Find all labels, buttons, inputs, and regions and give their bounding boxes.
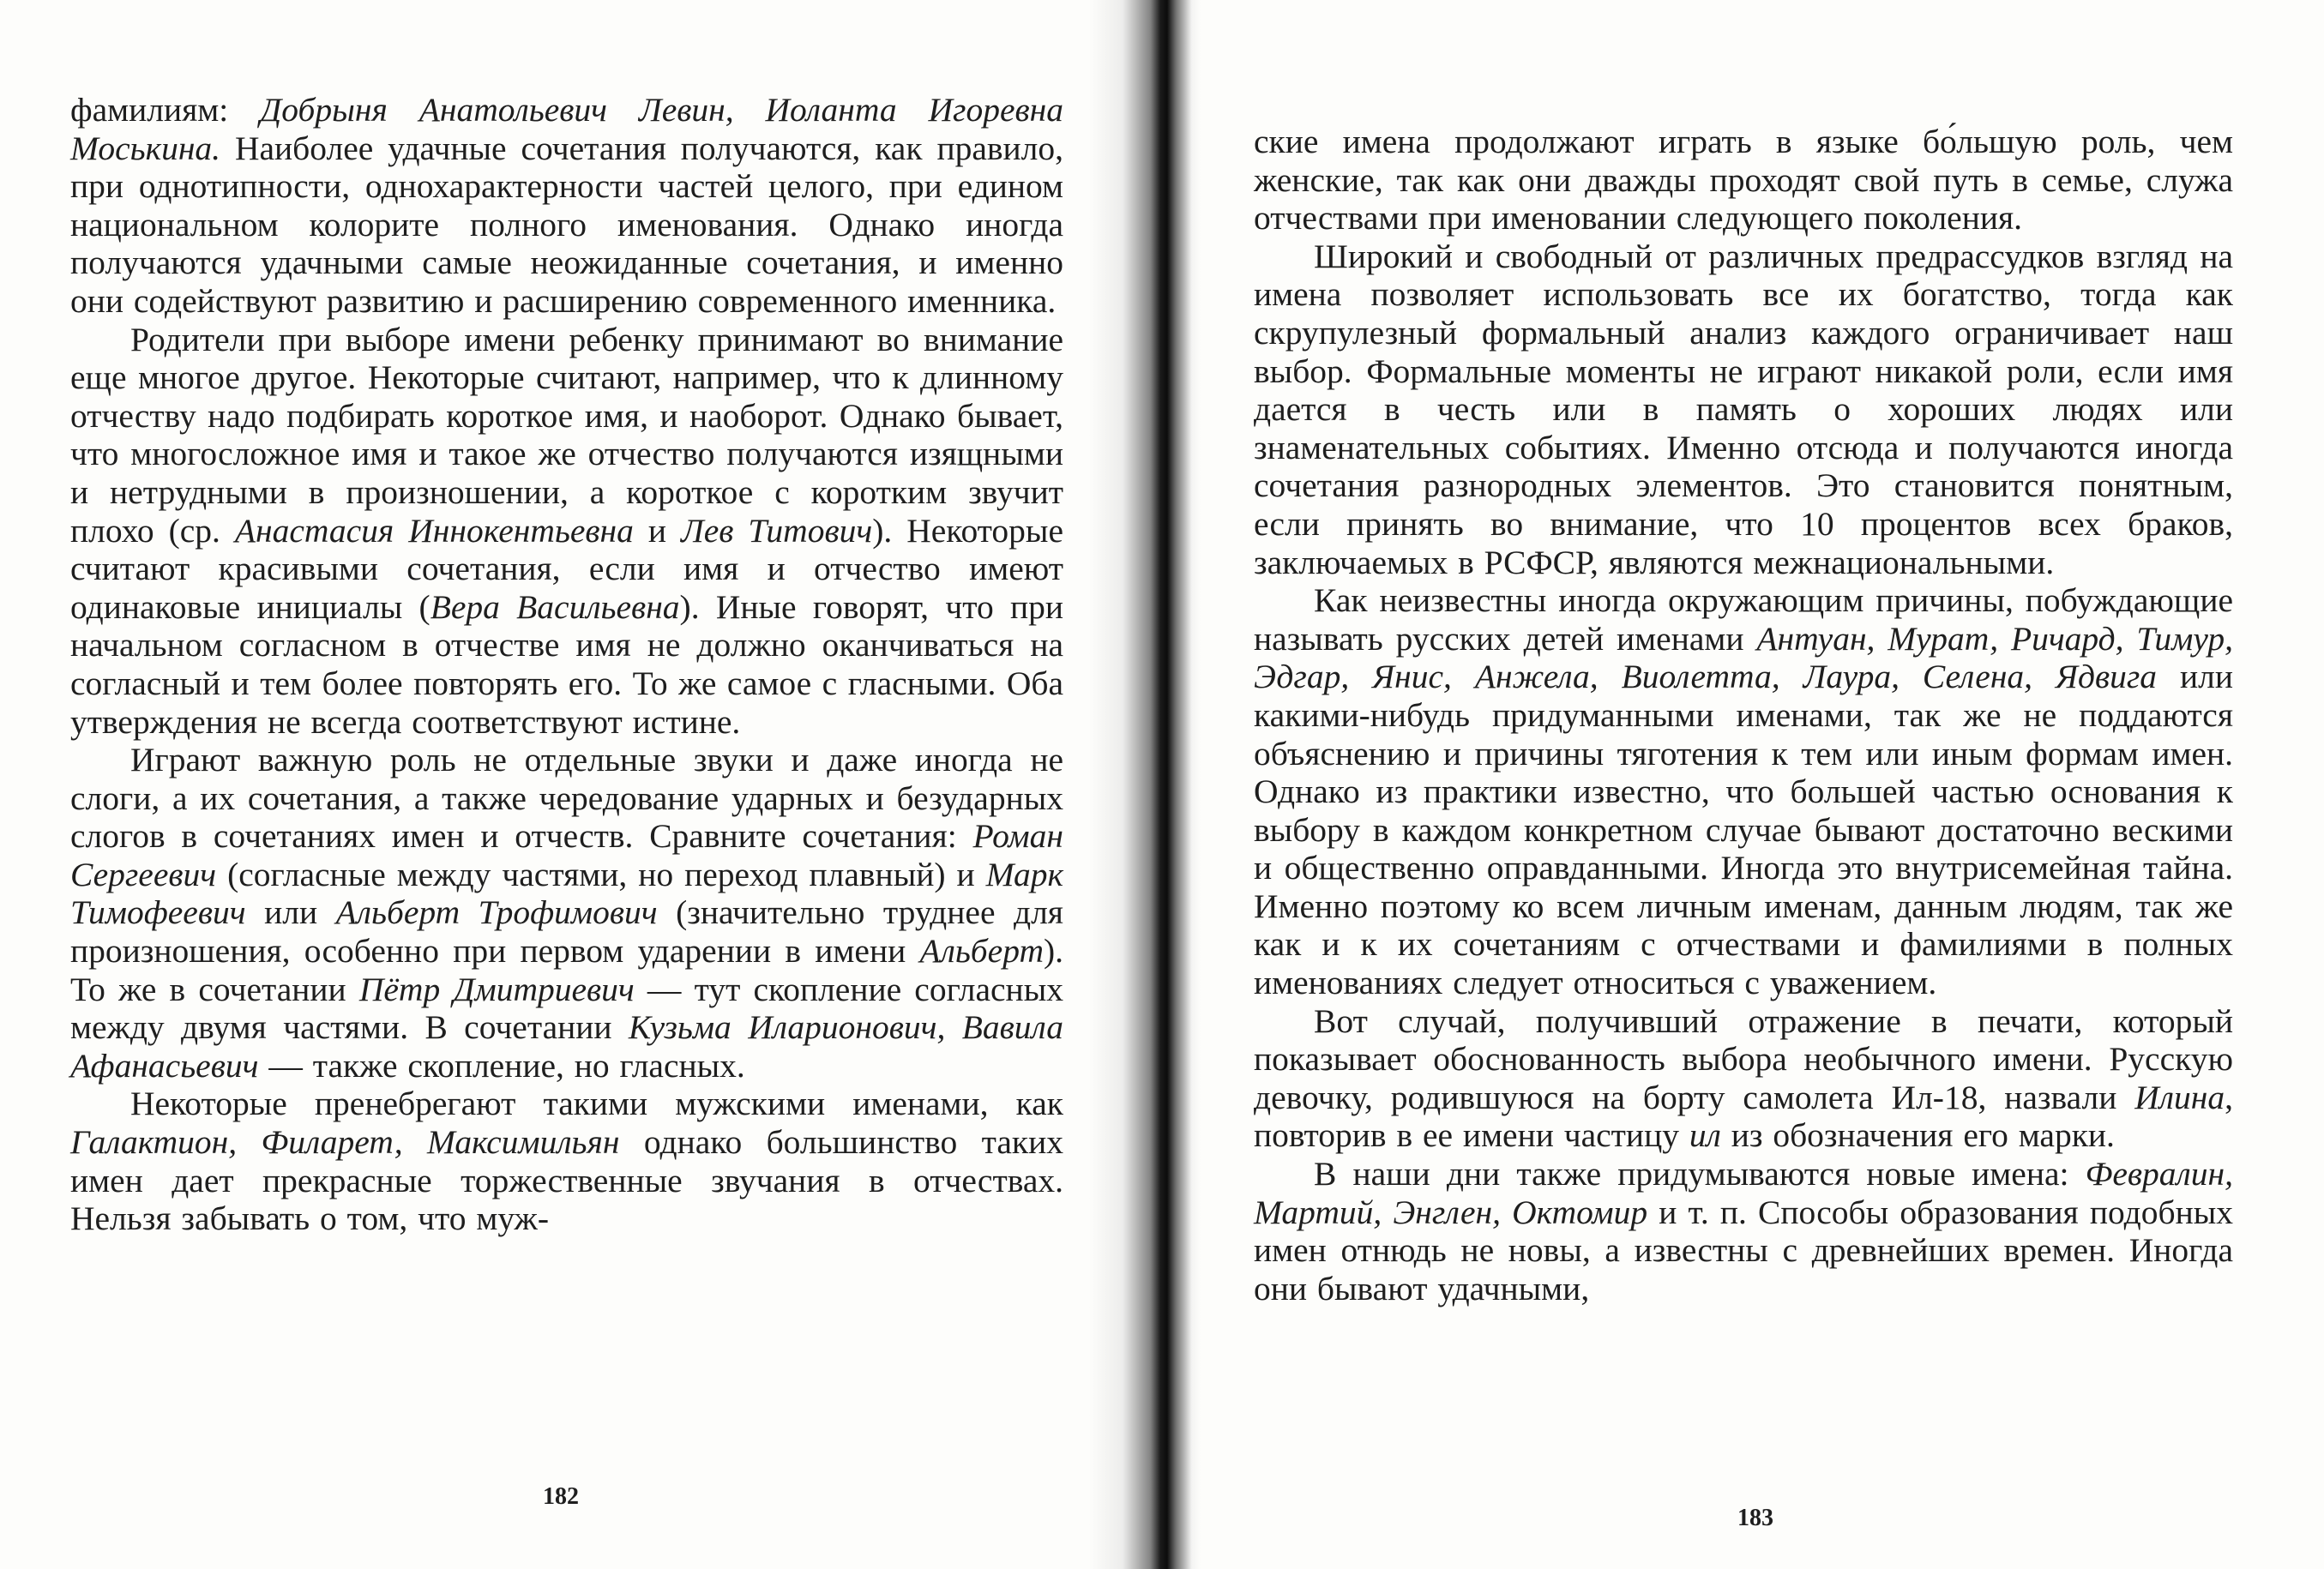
paragraph [70,741,1063,1085]
paragraph [1254,1155,2233,1308]
left-page-number: 182 [543,1483,579,1510]
text-run: или [245,893,336,932]
text-run: ские имена продолжают играть в языке бо́льшую роль, чем женские, так как они дважды проходят свой путь в семье, служа отчествами при именовании следующего поколения. [1254,123,2233,237]
text-run: Как неизвестны иногда окружающим причины, побуждающие называть русских детей именами [1254,581,2233,658]
text-run: и т. п. Способы образования подобных имен отнюдь не новы, а известны с древнейших времен. Иногда они бывают удачными, [1254,1193,2233,1308]
italic-name-run: Антуан, Мурат, Ричард, Тимур, Эдгар, Янис, Анжела, Виолетта, Лаура, Селена, Ядвига [1254,619,2234,696]
text-run: Вот случай, получивший отражение в печати, который показывает обоснованность выбора необычного имени. Русскую девочку, родившуюся на борту самолета Ил-18, назвали [1254,1001,2233,1116]
text-run: ). То же в сочетании [70,932,1063,1008]
text-run: из обозначения его марки. [1720,1116,2115,1155]
italic-name-run: Марк Тимофеевич [70,855,1063,932]
italic-name-run: Пётр Дмитриевич [358,970,635,1008]
italic-name-run: Альберт [919,932,1044,971]
italic-name-run: Февралин, Мартий, Энглен, Октомир [1254,1155,2233,1231]
text-run: (согласные между частями, но переход плавный) и [216,855,986,893]
paragraph [70,1085,1063,1237]
text-run: (значительно труднее для произношения, особенно при первом ударении в имени [70,893,1063,971]
italic-name-run: Галактион, Филарет, Максимильян [70,1123,620,1162]
right-page-text [1254,123,2233,1308]
left-page-text [70,91,1063,1238]
italic-name-run: Альберт Трофимович [335,893,658,932]
italic-name-run: Вера Васильевна [430,587,680,626]
paragraph [1254,123,2233,237]
text-run: Играют важную роль не отдельные звуки и даже иногда не слоги, а их сочетания, а также чередование ударных и безударных слогов в сочетаниях имен и отчеств. Сравните сочетания: [70,741,1063,856]
text-run: — тут скопление согласных между двумя частями. В сочетании [70,970,1063,1047]
right-page-number: 183 [1737,1505,1773,1531]
text-run: Широкий и свободный от различных предрассудков взгляд на имена позволяет использовать все их богатство, тогда как скрупулезный формальный анализ каждого ограничивает наш выбор. Формальные моменты не играют никакой роли, если имя дается в честь или в память о хороших людях или знаменательных событиях. Именно отсюда и получаются иногда сочетания разнородных элементов. Это становится понятным, если принять во внимание, что 10 процентов всех браков, заключаемых в РСФСР, являются межнациональными. [1254,237,2233,581]
italic-name-run: ил [1689,1116,1721,1155]
right-page [1175,0,2324,1569]
paragraph [1254,1002,2233,1155]
text-run: Родители при выборе имени ребенку принимают во внимание еще многое другое. Некоторые считают, например, что к длинному отчеству надо подбирать короткое имя, и наоборот. Однако бывает, что многосложное имя и такое же отчество получаются изящными и нетрудными в произношении, а короткое с коротким звучит плохо (ср. [70,320,1063,550]
text-run: Наиболее удачные сочетания получаются, как правило, при однотипности, однохарактерности частей целого, при едином национальном колорите полного именования. Однако иногда получаются удачными самые неожиданные сочетания, и именно они содействуют развитию и расширению современного именника. [70,129,1063,320]
left-page [0,0,1141,1569]
text-run: — также скопление, но гласных. [258,1046,745,1085]
paragraph [70,321,1063,742]
text-run: , повторив в ее имени частицу [1254,1078,2233,1155]
italic-name-run: Роман Сергеевич [70,817,1063,893]
italic-name-run: Кузьма Иларионович, Вавила Афанасьевич [70,1008,1063,1085]
italic-name-run: Добрыня Анатольевич Левин, Иоланта Игоревна Моськина. [70,91,1063,167]
text-run: ). Некоторые считают красивыми сочетания, если имя и отчество имеют одинаковые инициалы ( [70,511,1063,626]
text-run: ). Иные говорят, что при начальном согласном в отчестве имя не должно оканчиваться на согласный и тем более повторять его. То же самое с гласными. Оба утверждения не всегда соответствуют истине. [70,587,1063,741]
paragraph [1254,237,2233,581]
text-run: В наши дни также придумываются новые имена: [1314,1155,2086,1193]
paragraph [70,91,1063,321]
italic-name-run: Илина [2134,1078,2225,1116]
paragraph [1254,581,2233,1002]
text-run: фамилиям: [70,91,261,129]
text-run: Некоторые пренебрегают такими мужскими именами, как [130,1085,1063,1123]
text-run: и [633,511,681,550]
text-run: или какими-нибудь придуманными именами, так же не поддаются объяснению и причины тяготения к тем или иным формам имен. Однако из практики известно, что большей частью основания к выбору в каждом конкретном случае бывают достаточно вескими и общественно оправданными. Иногда это внутрисемейная тайна. Именно поэтому ко всем личным именам, данным людям, так же как и к их сочетаниям с отчествами и фамилиями в полных именованиях следует относиться с уважением. [1254,658,2233,1002]
text-run: однако большинство таких имен дает прекрасные торжественные звучания в отчествах. Нельзя забывать о том, что муж- [70,1123,1063,1238]
italic-name-run: Лев Титович [681,511,873,550]
italic-name-run: Анастасия Иннокентьевна [234,511,634,550]
